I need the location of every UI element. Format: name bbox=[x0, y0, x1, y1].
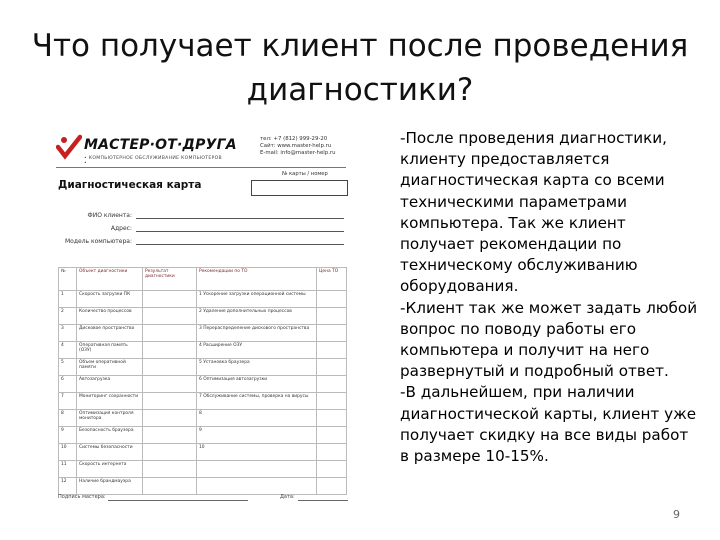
row-rec: 5 Установка браузера bbox=[197, 359, 317, 376]
row-object: Наличие брандмауэра bbox=[77, 478, 143, 495]
row-object: Оперативная память (ОЗУ) bbox=[77, 342, 143, 359]
row-rec: 7 Обслуживание системы, проверка на вирусы bbox=[197, 393, 317, 410]
contact-line: E-mail: info@master-help.ru bbox=[260, 150, 336, 156]
card-number-box bbox=[251, 180, 348, 196]
row-object: Оптимизация контроля монитора bbox=[77, 410, 143, 427]
signature-line bbox=[108, 500, 248, 501]
table-row bbox=[59, 291, 347, 308]
header-cell: Объект диагностики bbox=[77, 268, 143, 291]
row-rec: 3 Перераспределение дискового пространства bbox=[197, 325, 317, 342]
field-label-address: Адрес: bbox=[110, 225, 132, 232]
row-object: Мониторинг сохранности bbox=[77, 393, 143, 410]
row-object: Системы безопасности bbox=[77, 444, 143, 461]
contact-line: Сайт: www.master-help.ru bbox=[260, 143, 332, 149]
row-object: Дисковое пространство bbox=[77, 325, 143, 342]
row-rec bbox=[197, 461, 317, 478]
diagnostic-card-image bbox=[54, 124, 348, 509]
diagnostic-table bbox=[58, 267, 347, 495]
row-num: 12 bbox=[59, 478, 77, 495]
row-num: 6 bbox=[59, 376, 77, 393]
logo bbox=[56, 134, 237, 166]
field-line-model bbox=[136, 244, 344, 245]
contacts bbox=[260, 136, 348, 157]
card-number-label: № карты / номер bbox=[282, 171, 328, 177]
row-num: 9 bbox=[59, 427, 77, 444]
signature-label: Подпись мастера: bbox=[58, 494, 106, 500]
row-rec: 8 bbox=[197, 410, 317, 427]
row-num: 5 bbox=[59, 359, 77, 376]
paragraph: -После проведения диагностики, клиенту предоставляется диагностическая карта со всеми техническими параметрами компьютера. Так же клиент получает рекомендации по техническому обслуживанию оборудования. bbox=[400, 129, 668, 296]
row-rec: 2 Удаление дополнительных процессов bbox=[197, 308, 317, 325]
table-row bbox=[59, 376, 347, 393]
slide-title: Что получает клиент после проведения диагностики? bbox=[31, 28, 689, 108]
row-rec: 6 Оптимизация автозагрузки bbox=[197, 376, 317, 393]
date-label: Дата: bbox=[280, 494, 295, 500]
row-num: 4 bbox=[59, 342, 77, 359]
table-row bbox=[59, 410, 347, 427]
page-number: 9 bbox=[673, 508, 680, 521]
row-rec bbox=[197, 478, 317, 495]
table-row bbox=[59, 308, 347, 325]
row-num: 8 bbox=[59, 410, 77, 427]
row-num: 11 bbox=[59, 461, 77, 478]
table-row bbox=[59, 393, 347, 410]
checkmark-logo-icon bbox=[56, 134, 82, 160]
logo-name: МАСТЕР·ОТ·ДРУГА bbox=[84, 137, 237, 153]
table-header-row bbox=[59, 268, 347, 291]
row-object: Автозагрузка bbox=[77, 376, 143, 393]
table-row bbox=[59, 359, 347, 376]
table-row bbox=[59, 478, 347, 495]
row-num: 3 bbox=[59, 325, 77, 342]
row-object: Безопасность браузера bbox=[77, 427, 143, 444]
contact-line: тел: +7 (812) 999-29-20 bbox=[260, 136, 328, 142]
logo-tagline: • КОМПЬЮТЕРНОЕ ОБСЛУЖИВАНИЕ КОМПЬЮТЕРОВ • bbox=[84, 156, 222, 166]
document-title: Диагностическая карта bbox=[58, 179, 202, 191]
table-row bbox=[59, 427, 347, 444]
field-label-model: Модель компьютера: bbox=[65, 238, 132, 245]
row-rec: 10 bbox=[197, 444, 317, 461]
row-rec: 4 Расширение ОЗУ bbox=[197, 342, 317, 359]
table-row bbox=[59, 342, 347, 359]
row-num: 1 bbox=[59, 291, 77, 308]
row-num: 7 bbox=[59, 393, 77, 410]
row-rec: 9 bbox=[197, 427, 317, 444]
field-label-name: ФИО клиента: bbox=[87, 212, 132, 219]
row-object: Скорость загрузки ПК bbox=[77, 291, 143, 308]
row-rec: 1 Ускорение загрузки операционной системы bbox=[197, 291, 317, 308]
row-object: Скорость интернета bbox=[77, 461, 143, 478]
signature-row bbox=[58, 494, 348, 504]
row-object: Количество процессов bbox=[77, 308, 143, 325]
header-cell: № bbox=[59, 268, 77, 291]
row-num: 10 bbox=[59, 444, 77, 461]
header-cell: Результат диагностики bbox=[143, 268, 197, 291]
paragraph: -Клиент так же может задать любой вопрос по поводу работы его компьютера и получит на него развернутый и подробный ответ. bbox=[400, 298, 698, 381]
slide-body-text bbox=[400, 128, 700, 467]
row-object: Объем оперативной памяти bbox=[77, 359, 143, 376]
header-cell: Цена ТО bbox=[317, 268, 347, 291]
table-row bbox=[59, 444, 347, 461]
field-line-name bbox=[136, 218, 344, 219]
table-row bbox=[59, 461, 347, 478]
header-cell: Рекомендации по ТО bbox=[197, 268, 317, 291]
field-line-address bbox=[136, 231, 344, 232]
paragraph: -В дальнейшем, при наличии диагностической карты, клиент уже получает скидку на все виды работ в размере 10-15%. bbox=[400, 383, 697, 466]
table-row bbox=[59, 325, 347, 342]
header-divider bbox=[56, 167, 346, 168]
row-num: 2 bbox=[59, 308, 77, 325]
date-line bbox=[298, 500, 348, 501]
